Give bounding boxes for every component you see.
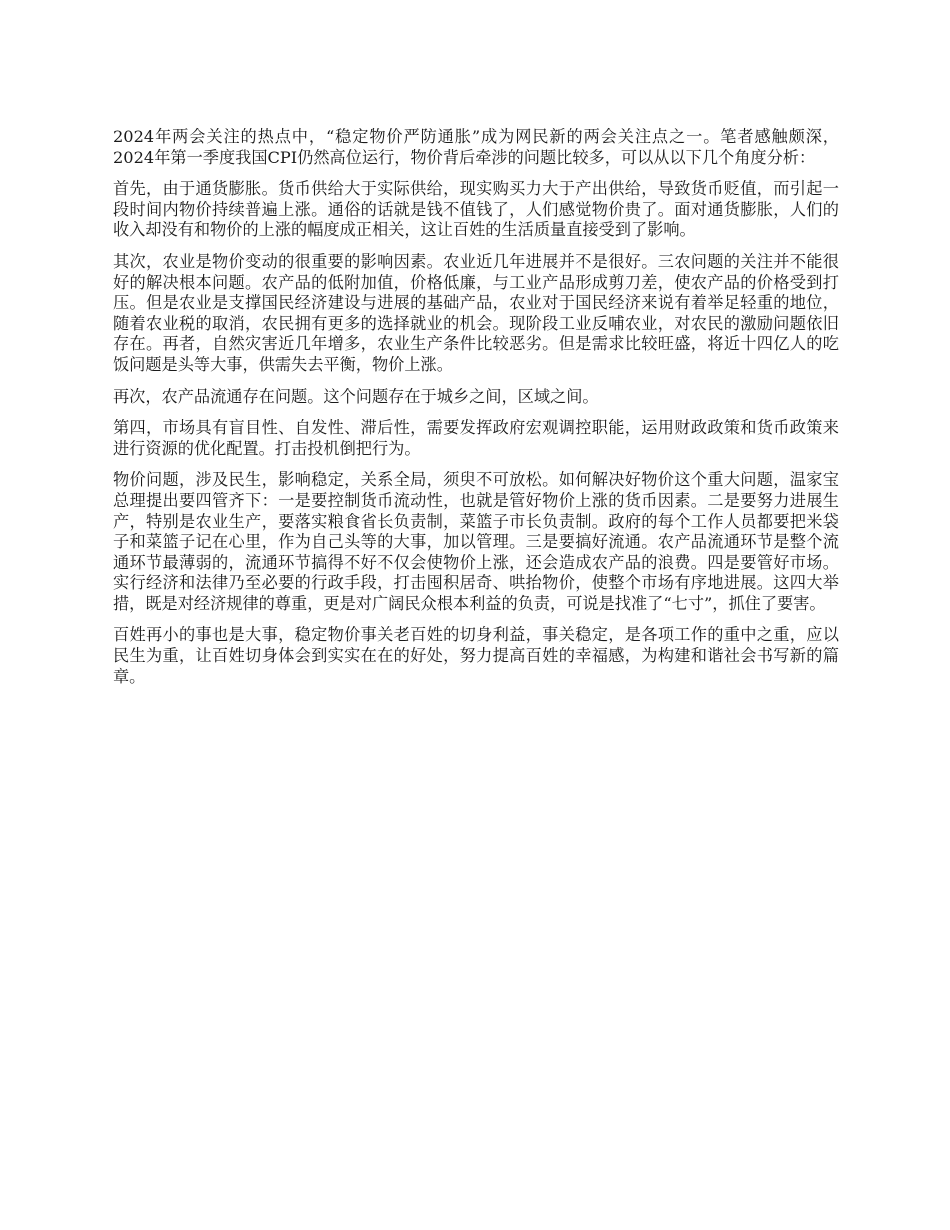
document-body (113, 127, 839, 698)
paragraph-intro: 2024年两会关注的热点中，“稳定物价严防通胀”成为网民新的两会关注点之一。笔者感触颇深，2024年第一季度我国CPI仍然高位运行，物价背后牵涉的问题比较多，可以从以下几个角度分析： (113, 127, 839, 167)
paragraph-fourth-point: 第四，市场具有盲目性、自发性、滞后性，需要发挥政府宏观调控职能，运用财政政策和货币政策来进行资源的优化配置。打击投机倒把行为。 (113, 418, 839, 458)
paragraph-first-point: 首先，由于通货膨胀。货币供给大于实际供给，现实购买力大于产出供给，导致货币贬值，而引起一段时间内物价持续普遍上涨。通俗的话就是钱不值钱了，人们感觉物价贵了。面对通货膨胀，人们的收入却没有和物价的上涨的幅度成正相关，这让百姓的生活质量直接受到了影响。 (113, 179, 839, 240)
paragraph-second-point: 其次，农业是物价变动的很重要的影响因素。农业近几年进展并不是很好。三农问题的关注并不能很好的解决根本问题。农产品的低附加值，价格低廉，与工业产品形成剪刀差，使农产品的价格受到打压。但是农业是支撑国民经济建设与进展的基础产品，农业对于国民经济来说有着举足轻重的地位，随着农业税的取消，农民拥有更多的选择就业的机会。现阶段工业反哺农业，对农民的激励问题依旧存在。再者，自然灾害近几年增多，农业生产条件比较恶劣。但是需求比较旺盛，将近十四亿人的吃饭问题是头等大事，供需失去平衡，物价上涨。 (113, 251, 839, 374)
paragraph-conclusion: 百姓再小的事也是大事，稳定物价事关老百姓的切身利益，事关稳定，是各项工作的重中之重，应以民生为重，让百姓切身体会到实实在在的好处，努力提高百姓的幸福感，为构建和谐社会书写新的篇章。 (113, 625, 839, 686)
paragraph-measures: 物价问题，涉及民生，影响稳定，关系全局，须臾不可放松。如何解决好物价这个重大问题，温家宝总理提出要四管齐下：一是要控制货币流动性，也就是管好物价上涨的货币因素。二是要努力进展生产，特别是农业生产，要落实粮食省长负责制，菜篮子市长负责制。政府的每个工作人员都要把米袋子和菜篮子记在心里，作为自己头等的大事，加以管理。三是要搞好流通。农产品流通环节是整个流通环节最薄弱的，流通环节搞得不好不仅会使物价上涨，还会造成农产品的浪费。四是要管好市场。实行经济和法律乃至必要的行政手段，打击囤积居奇、哄抬物价，使整个市场有序地进展。这四大举措，既是对经济规律的尊重，更是对广阔民众根本利益的负责，可说是找准了“七寸”，抓住了要害。 (113, 470, 839, 613)
paragraph-third-point: 再次，农产品流通存在问题。这个问题存在于城乡之间，区域之间。 (113, 386, 599, 406)
